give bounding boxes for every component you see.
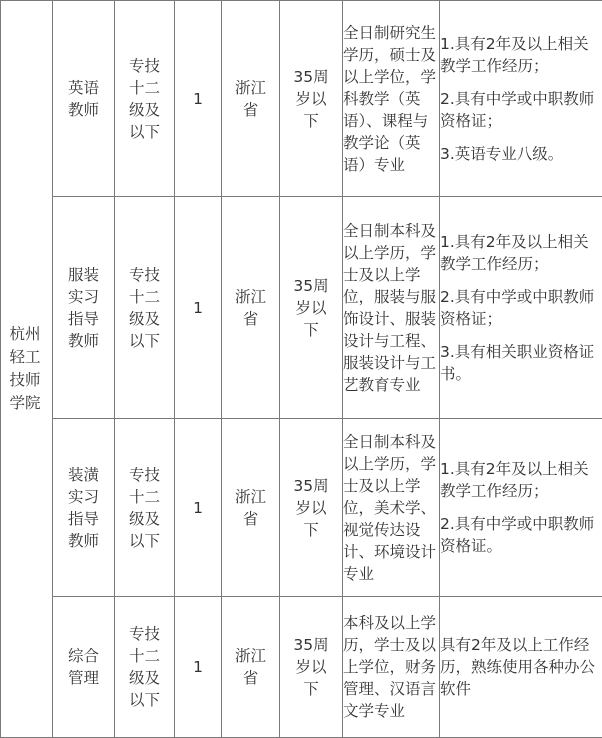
age-cell [280, 597, 343, 738]
household-region: 浙江省 [235, 77, 267, 121]
grade-level: 专技十二级及以下 [128, 55, 162, 143]
grade-level: 专技十二级及以下 [128, 623, 162, 711]
requirements-list [440, 458, 602, 557]
hiring-count: 1 [193, 299, 203, 317]
education-requirement: 全日制研究生学历，硕士及以上学位，学科教学（英语）、课程与教学论（英语）专业 [343, 22, 439, 176]
table-row [1, 197, 602, 419]
post-name: 装潢实习指导教师 [67, 464, 101, 552]
requirements-cell [440, 419, 602, 597]
hiring-count: 1 [193, 90, 203, 108]
requirements-list [440, 33, 602, 165]
age-limit: 35周岁以下 [288, 66, 334, 132]
education-cell [343, 597, 440, 738]
table-row [1, 597, 602, 738]
post-cell [53, 597, 115, 738]
unit-cell [1, 1, 53, 738]
requirement-item: 2.具有中学或中职教师资格证； [440, 88, 602, 132]
age-limit: 35周岁以下 [288, 634, 334, 700]
post-name: 综合管理 [67, 645, 101, 689]
post-cell [53, 419, 115, 597]
region-cell [222, 1, 280, 197]
grade-cell [115, 197, 175, 419]
region-cell [222, 197, 280, 419]
age-limit: 35周岁以下 [288, 275, 334, 341]
requirements-list [440, 231, 602, 385]
post-cell [53, 197, 115, 419]
hiring-count: 1 [193, 499, 203, 517]
education-cell [343, 1, 440, 197]
table-row [1, 1, 602, 197]
grade-cell [115, 419, 175, 597]
requirement-item: 1.具有2年及以上相关教学工作经历； [440, 231, 602, 275]
grade-cell [115, 597, 175, 738]
requirement-item: 3.英语专业八级。 [440, 143, 602, 165]
count-cell [175, 1, 222, 197]
education-cell [343, 197, 440, 419]
requirements-list [440, 634, 602, 700]
age-limit: 35周岁以下 [288, 475, 334, 541]
post-name: 英语教师 [67, 77, 101, 121]
requirement-item: 具有2年及以上工作经历，熟练使用各种办公软件 [440, 634, 602, 700]
household-region: 浙江省 [235, 486, 267, 530]
requirement-item: 1.具有2年及以上相关教学工作经历； [440, 458, 602, 502]
hiring-count: 1 [193, 658, 203, 676]
grade-level: 专技十二级及以下 [128, 464, 162, 552]
requirement-item: 2.具有中学或中职教师资格证； [440, 286, 602, 330]
grade-level: 专技十二级及以下 [128, 264, 162, 352]
education-requirement: 本科及以上学历，学士及以上学位，财务管理、汉语言文学专业 [343, 612, 439, 722]
unit-name: 杭州轻工技师学院 [10, 323, 44, 415]
education-cell [343, 419, 440, 597]
grade-cell [115, 1, 175, 197]
requirements-cell [440, 597, 602, 738]
post-name: 服装实习指导教师 [67, 264, 101, 352]
education-requirement: 全日制本科及以上学历，学士及以上学位，美术学、视觉传达设计、环境设计专业 [343, 431, 439, 585]
requirements-cell [440, 1, 602, 197]
household-region: 浙江省 [235, 286, 267, 330]
table-row [1, 419, 602, 597]
requirement-item: 2.具有中学或中职教师资格证。 [440, 513, 602, 557]
requirement-item: 1.具有2年及以上相关教学工作经历； [440, 33, 602, 77]
requirement-item: 3.具有相关职业资格证书。 [440, 341, 602, 385]
age-cell [280, 419, 343, 597]
count-cell [175, 597, 222, 738]
region-cell [222, 597, 280, 738]
post-cell [53, 1, 115, 197]
household-region: 浙江省 [235, 645, 267, 689]
age-cell [280, 1, 343, 197]
region-cell [222, 419, 280, 597]
count-cell [175, 197, 222, 419]
requirements-cell [440, 197, 602, 419]
education-requirement: 全日制本科及以上学历，学士及以上学位，服装与服饰设计、服装设计与工程、服装设计与工艺教育专业 [343, 220, 439, 396]
count-cell [175, 419, 222, 597]
age-cell [280, 197, 343, 419]
